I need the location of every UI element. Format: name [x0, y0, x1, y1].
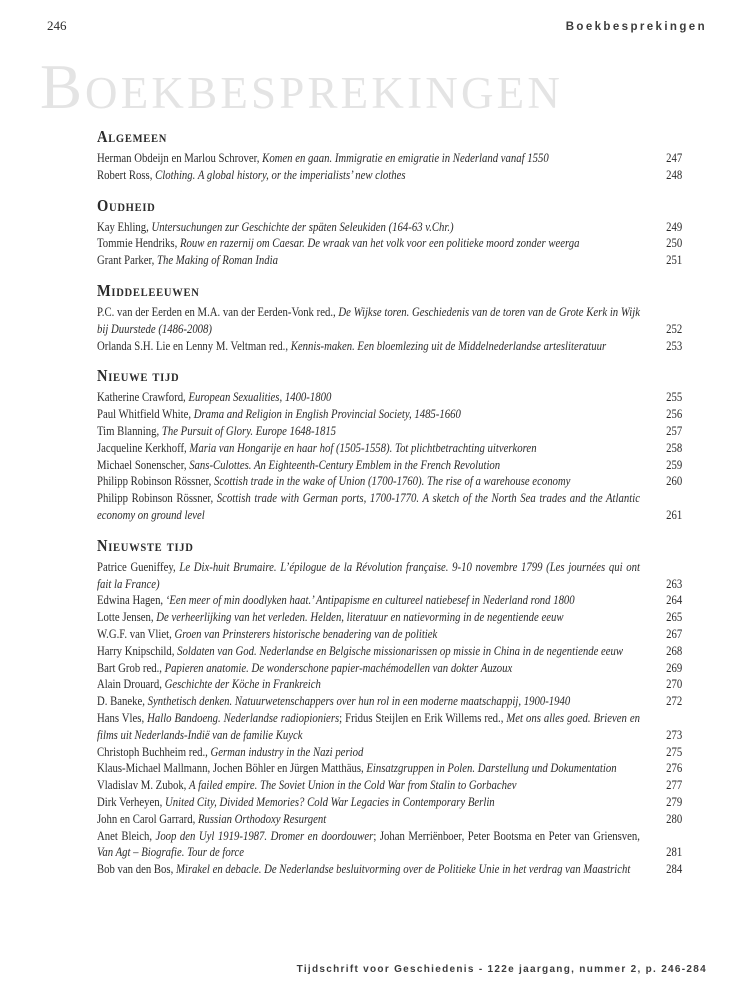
entry-text: [97, 643, 640, 660]
toc-entry: [97, 473, 682, 490]
page-footer: [297, 964, 707, 975]
section-heading: Nieuwe tijd: [97, 366, 180, 386]
entry-page-number: 261: [666, 507, 683, 522]
toc-entry: [97, 760, 682, 777]
entry-title: Russian Orthodoxy Resurgent: [197, 811, 327, 826]
entry-page-number: 263: [666, 576, 683, 591]
toc-section: [97, 281, 682, 354]
toc-entry: [97, 490, 682, 524]
entry-text: [97, 235, 640, 252]
toc-entry: [97, 811, 682, 828]
entry-page-number: 284: [666, 862, 683, 877]
entry-authors: Robert Ross,: [97, 167, 156, 182]
entry-page-number: 276: [666, 761, 683, 776]
entry-authors: Tim Blanning,: [97, 423, 162, 438]
entry-text: [97, 423, 640, 440]
toc-section: [97, 536, 682, 878]
entry-page-number: 255: [666, 390, 683, 405]
toc-section: [97, 366, 682, 523]
entry-page-number: 249: [666, 219, 683, 234]
entry-title: Kennis-maken. Een bloemlezing uit de Middelnederlandse artesliteratuur: [290, 338, 607, 353]
entry-authors: Edwina Hagen,: [97, 593, 166, 608]
table-of-contents: [97, 127, 682, 890]
entry-text: [97, 760, 640, 777]
section-heading: Nieuwste tijd: [97, 535, 194, 555]
watermark-initial-letter: B: [40, 52, 86, 122]
toc-entry: [97, 304, 682, 338]
entry-text: [97, 693, 640, 710]
entry-title: Drama and Religion in English Provincial Society, 1485-1660: [193, 407, 461, 422]
section-heading: Oudheid: [97, 195, 156, 215]
entry-page-number: 267: [666, 626, 683, 641]
entry-title: Mirakel en debacle. De Nederlandse besluitvorming over de Politieke Unie in het verdrag van Maastricht: [175, 862, 631, 877]
entry-text: [97, 660, 640, 677]
entry-text: [97, 861, 640, 878]
toc-entry: [97, 252, 682, 269]
entry-title: United City, Divided Memories? Cold War Legacies in Contemporary Berlin: [165, 794, 495, 809]
entry-page-number: 248: [666, 167, 683, 182]
entry-title: Geschichte der Köche in Frankreich: [164, 677, 321, 692]
folio-page-number: 246: [47, 18, 67, 33]
entry-authors: P.C. van der Eerden en M.A. van der Eerden-Vonk red.,: [97, 304, 339, 319]
entry-text: [97, 389, 640, 406]
entry-page-number: 264: [666, 593, 683, 608]
entry-page-number: 251: [666, 253, 683, 268]
entry-page-number: 273: [666, 727, 683, 742]
entry-page-number: 272: [666, 694, 683, 709]
entry-authors: ; Johan Merriënboer, Peter Bootsma en Peter van Griensven,: [373, 828, 640, 843]
entry-text: [97, 811, 640, 828]
toc-entry: [97, 744, 682, 761]
toc-entry: [97, 389, 682, 406]
entry-text: [97, 440, 640, 457]
entry-authors: Philipp Robinson Rössner,: [97, 491, 217, 506]
entry-text: [97, 559, 640, 593]
entry-title: Rouw en razernij om Caesar. De wraak van het volk voor een politieke moord zonder weerga: [179, 236, 580, 251]
toc-entry: [97, 150, 682, 167]
entry-page-number: 269: [666, 660, 683, 675]
entry-text: [97, 252, 640, 269]
watermark-remaining-letters: OEKBESPREKINGEN: [85, 68, 564, 118]
entry-text: [97, 626, 640, 643]
entry-authors: Michael Sonenscher,: [97, 457, 190, 472]
entry-text: [97, 304, 640, 338]
entry-text: [97, 609, 640, 626]
entry-text: [97, 676, 640, 693]
entry-authors: Lotte Jensen,: [97, 610, 157, 625]
entry-authors: Jacqueline Kerkhoff,: [97, 440, 190, 455]
toc-entry: [97, 338, 682, 355]
entry-authors: Bart Grob red.,: [97, 660, 165, 675]
entry-authors: Dirk Verheyen,: [97, 794, 166, 809]
toc-entry: [97, 235, 682, 252]
toc-entry: [97, 710, 682, 744]
entry-title: The Pursuit of Glory. Europe 1648-1815: [161, 423, 337, 438]
section-heading: Algemeen: [97, 127, 168, 146]
toc-entry: [97, 457, 682, 474]
entry-title: ‘Een meer of min doodlyken haat.’ Antipapisme en cultureel natiebesef in Nederland rond 1800: [165, 593, 575, 608]
entry-authors: Herman Obdeijn en Marlou Schrover,: [97, 151, 263, 165]
entry-page-number: 279: [666, 794, 683, 809]
entry-authors: Vladislav M. Zubok,: [97, 778, 190, 793]
entry-authors: Bob van den Bos,: [97, 862, 176, 877]
entry-title: European Sexualities, 1400-1800: [188, 390, 332, 405]
entry-text: [97, 167, 640, 184]
entry-page-number: 281: [666, 845, 683, 860]
entry-title: Maria van Hongarije en haar hof (1505-1558). Tot plichtbetrachting uitverkoren: [189, 440, 537, 455]
entry-page-number: 277: [666, 778, 683, 793]
toc-entry: [97, 406, 682, 423]
entry-page-number: 253: [666, 338, 683, 353]
section-heading: Middeleeuwen: [97, 280, 200, 300]
entry-authors: Hans Vles,: [97, 710, 148, 725]
entry-title: Met ons alles goed. Brieven en films uit Nederlands-Indië van de familie Kuyck: [97, 710, 640, 742]
entry-page-number: 258: [666, 440, 683, 455]
entry-title: German industry in the Nazi period: [210, 744, 364, 759]
entry-text: [97, 219, 640, 236]
entry-page-number: 256: [666, 407, 683, 422]
toc-entry: [97, 643, 682, 660]
entry-page-number: 259: [666, 457, 683, 472]
toc-entry: [97, 167, 682, 184]
entry-page-number: 247: [666, 151, 683, 165]
toc-entry: [97, 440, 682, 457]
entry-title: Komen en gaan. Immigratie en emigratie in Nederland vanaf 1550: [262, 151, 549, 165]
entry-page-number: 280: [666, 811, 683, 826]
entry-title: Einsatzgruppen in Polen. Darstellung und Dokumentation: [366, 761, 617, 776]
entry-title: Groen van Prinsterers historische benadering van de politiek: [174, 626, 438, 641]
toc-entry: [97, 676, 682, 693]
entry-text: [97, 490, 640, 524]
entry-text: [97, 473, 640, 490]
toc-entry: [97, 626, 682, 643]
entry-authors: Anet Bleich,: [97, 828, 156, 843]
entry-text: [97, 777, 640, 794]
entry-page-number: 265: [666, 610, 683, 625]
entry-title: Untersuchungen zur Geschichte der späten Seleukiden (164-63 v.Chr.): [151, 219, 454, 234]
watermark-title: [40, 52, 564, 122]
toc-entry: [97, 861, 682, 878]
entry-text: [97, 592, 640, 609]
entry-title: De verheerlijking van het verleden. Helden, literatuur en natievorming in de negentiende eeuw: [156, 610, 564, 625]
entry-title: Van Agt – Biografie. Tour de force: [97, 845, 245, 860]
entry-page-number: 250: [666, 236, 683, 251]
entry-title: Soldaten van God. Nederlandse en Belgische missionarissen op missie in China in de negentiende eeuw: [177, 643, 624, 658]
toc-section: [97, 196, 682, 269]
entry-authors: Orlanda S.H. Lie en Lenny M. Veltman red.,: [97, 338, 291, 353]
entry-text: [97, 794, 640, 811]
entry-page-number: 257: [666, 423, 683, 438]
entry-title: The Making of Roman India: [157, 253, 278, 268]
toc-entry: [97, 693, 682, 710]
entry-authors: D. Baneke,: [97, 694, 148, 709]
entry-authors: Katherine Crawford,: [97, 390, 189, 405]
entry-authors: John en Carol Garrard,: [97, 811, 198, 826]
entry-title: Synthetisch denken. Natuurwetenschappers over hun rol in een moderne maatschappij, 1900-1940: [147, 694, 571, 709]
entry-authors: Harry Knipschild,: [97, 643, 178, 658]
entry-page-number: 260: [666, 474, 683, 489]
running-header-title: Boekbesprekingen: [565, 21, 707, 33]
toc-entry: [97, 592, 682, 609]
toc-entry: [97, 219, 682, 236]
entry-authors: Alain Drouard,: [97, 677, 165, 692]
entry-authors: Tommie Hendriks,: [97, 236, 180, 251]
toc-entry: [97, 794, 682, 811]
entry-title: De Wijkse toren. Geschiedenis van de toren van de Grote Kerk in Wijk bij Duurstede (1486-2008): [97, 304, 640, 336]
entry-text: [97, 150, 640, 167]
entry-title: Hallo Bandoeng. Nederlandse radiopioniers: [147, 710, 340, 725]
journal-citation: Tijdschrift voor Geschiedenis - 122e jaargang, nummer 2, p. 246-284: [296, 964, 707, 975]
entry-page-number: 252: [666, 321, 683, 336]
toc-entry: [97, 660, 682, 677]
toc-entry: [97, 559, 682, 593]
page-header: [47, 18, 707, 34]
entry-text: [97, 457, 640, 474]
entry-title: A failed empire. The Soviet Union in the Cold War from Stalin to Gorbachev: [189, 778, 517, 793]
entry-text: [97, 710, 640, 744]
entry-title: Clothing. A global history, or the imperialists’ new clothes: [155, 167, 406, 182]
entry-title: Sans-Culottes. An Eighteenth-Century Emblem in the French Revolution: [189, 457, 501, 472]
entry-authors: ; Fridus Steijlen en Erik Willems red.,: [339, 710, 507, 725]
entry-text: [97, 828, 640, 862]
entry-authors: Klaus-Michael Mallmann, Jochen Böhler en Jürgen Matthäus,: [97, 761, 367, 776]
entry-authors: Philipp Robinson Rössner,: [97, 474, 214, 489]
entry-page-number: 270: [666, 677, 683, 692]
toc-entry: [97, 609, 682, 626]
entry-title: Joop den Uyl 1919-1987. Dromer en doordouwer: [155, 828, 374, 843]
entry-text: [97, 338, 640, 355]
entry-authors: Patrice Gueniffey,: [97, 559, 180, 574]
entry-title: Le Dix-huit Brumaire. L’épilogue de la Révolution française. 9-10 novembre 1799 (Les journées qui ont fait la France): [97, 559, 640, 591]
entry-title: Scottish trade with German ports, 1700-1770. A sketch of the North Sea trades and the Atlantic economy on ground level: [97, 491, 640, 522]
entry-page-number: 275: [666, 744, 683, 759]
entry-authors: Paul Whitfield White,: [97, 407, 194, 422]
entry-authors: Christoph Buchheim red.,: [97, 744, 211, 759]
entry-text: [97, 406, 640, 423]
entry-authors: Kay Ehling,: [97, 219, 152, 234]
toc-entry: [97, 777, 682, 794]
toc-section: [97, 127, 682, 184]
entry-page-number: 268: [666, 643, 683, 658]
entry-authors: W.G.F. van Vliet,: [97, 626, 175, 641]
entry-authors: Grant Parker,: [97, 253, 158, 268]
toc-entry: [97, 828, 682, 862]
entry-title: Papieren anatomie. De wonderschone papier-machémodellen van dokter Auzoux: [164, 660, 513, 675]
toc-entry: [97, 423, 682, 440]
entry-text: [97, 744, 640, 761]
entry-title: Scottish trade in the wake of Union (1700-1760). The rise of a warehouse economy: [213, 474, 571, 489]
